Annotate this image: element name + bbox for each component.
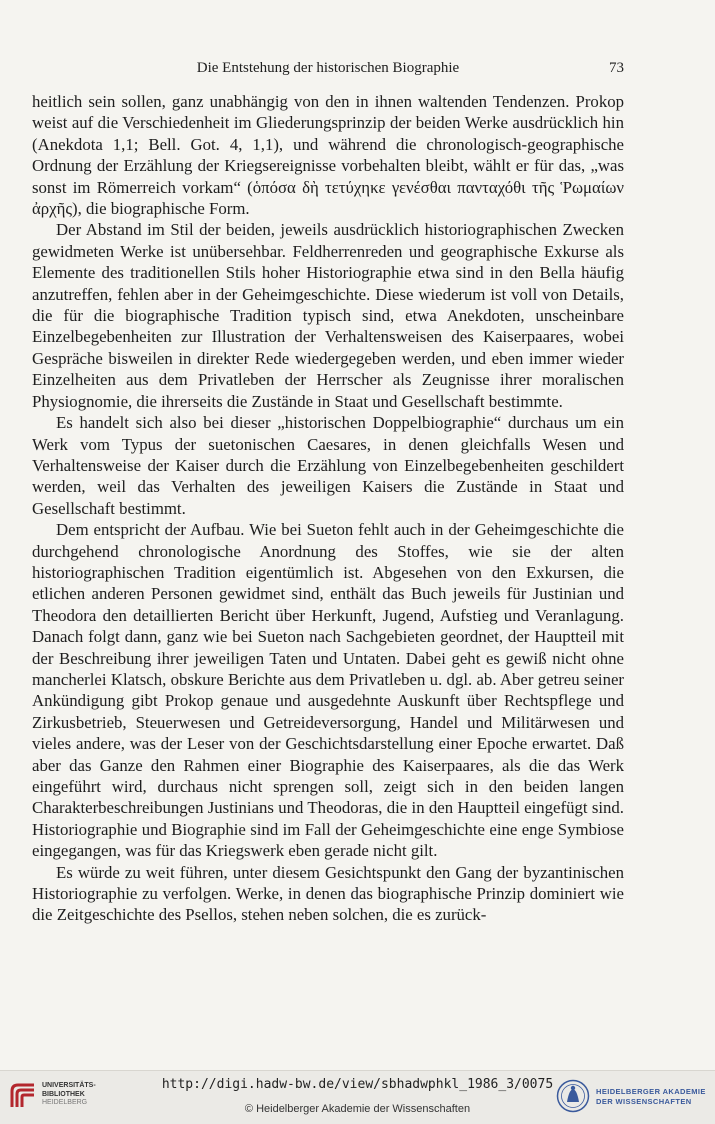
running-head	[32, 60, 624, 82]
academy-name: HEIDELBERGER AKADEMIE DER WISSENSCHAFTEN	[596, 1087, 706, 1106]
copyright-notice: © Heidelberger Akademie der Wissenschaften	[244, 1103, 471, 1115]
paragraph: Der Abstand im Stil der beiden, jeweils ausdrücklich historiographischen Zwecken gewidmeten Werke ist unübersehbar. Feldherrenreden und geographische Exkurse als Elemente des traditionellen Stils hoher Historiographie etwa sind in den Bella häufig anzutreffen, fehlen aber in der Geheimgeschichte. Diese wiederum ist voll von Details, die für die biographische Tradition typisch sind, etwa Anekdoten, unscheinbare Einzelbegebenheiten zur Illustration der Verhaltensweisen des Kaiserpaares, wobei Gespräche bisweilen in direkter Rede wiedergegeben werden, und eben immer wieder Einzelheiten aus dem Privatleben der Herrscher als Zeugnisse ihrer moralischen Physiognomie, die ihrerseits die Zustände in Staat und Gesellschaft bestimmte.	[32, 220, 624, 411]
academy-seal-icon	[556, 1079, 590, 1113]
university-library-name: UNIVERSITÄTS- BIBLIOTHEK HEIDELBERG	[42, 1082, 96, 1106]
paragraph: heitlich sein sollen, ganz unabhängig von den in ihnen waltenden Tendenzen. Prokop weist auf die Verschiedenheit im Gliederungsprinzip der beiden Werke ausdrücklich hin (Anekdota 1,1; Bell. Got. 4, 1,1), und während die chronologisch-geographische Ordnung der Erzählung der Kriegsereignisse vorbehalten bleibt, wählt er für das, „was sonst im Römerreich vorkam“ (ὁπόσα δὴ τετύχηκε γενέσθαι πανταχόθι τῆς Ῥωμαίων ἀρχῆς), die biographische Form.	[32, 92, 624, 219]
permalink-url[interactable]: http://digi.hadw-bw.de/view/sbhadwphkl_1986_3/0075	[161, 1077, 554, 1092]
paragraph: Es handelt sich also bei dieser „historischen Doppelbiographie“ durchaus um ein Werk vom Typus der suetonischen Caesares, in denen gleichfalls Wesen und Verhaltensweise der Kaiser durch die Erzählung von Einzelbegebenheiten geschildert werden, weil das Verhalten des jeweiligen Kaisers die Zustände in Staat und Gesellschaft bestimmt.	[32, 413, 624, 518]
running-head-title: Die Entstehung der historischen Biographie	[196, 60, 460, 76]
viewer-footer	[0, 1070, 715, 1124]
page-number: 73	[609, 60, 624, 76]
paragraph: Es würde zu weit führen, unter diesem Gesichtspunkt den Gang der byzantinischen Historiographie zu verfolgen. Werke, in denen das biographische Prinzip dominiert wie die Zeitgeschichte des Psellos, stehen neben solchen, die es zurück-	[32, 862, 624, 925]
body-text	[32, 91, 624, 926]
paragraph: Dem entspricht der Aufbau. Wie bei Sueton fehlt auch in der Geheimgeschichte die durchgehend chronologische Anordnung des Stoffes, wie sie der alten historiographischen Tradition eigentümlich ist. Abgesehen von den Exkursen, die etlichen anderen Personen gewidmet sind, enthält das Buch jeweils für Justinian und Theodora den detaillierten Bericht über Herkunft, Jugend, Aufstieg und Veranlagung. Danach folgt dann, ganz wie bei Sueton nach Sachgebieten geordnet, der Hauptteil mit der Beschreibung ihrer jeweiligen Taten und Untaten. Dabei geht es gewiß nicht ohne mancherlei Klatsch, obskure Berichte aus dem Privatleben u. dgl. ab. Aber getreu seiner Ankündigung gibt Prokop genaue und ausgedehnte Auskunft über Rechtspflege und Zirkusbetrieb, Steuerwesen und Getreideversorgung, Handel und Militärwesen und vieles andere, was der Leser von der Geschichtsdarstellung einer Epoche erwartet. Daß aber das Ganze den Rahmen einer Biographie des Kaiserpaares, als die das Werk eingeführt wird, durchaus nicht sprengen soll, zeigt sich in den beiden langen Charakterbeschreibungen Justinians und Theodoras, die in den Hauptteil eingefügt sind. Historiographie und Biographie sind im Fall der Geheimgeschichte eine enge Symbiose eingegangen, was für das Kriegswerk eben gerade nicht gilt.	[32, 520, 624, 861]
